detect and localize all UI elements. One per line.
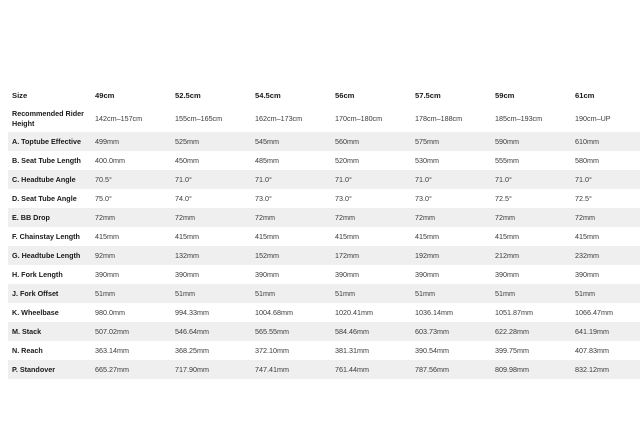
table-cell: 71.0°	[171, 170, 251, 189]
table-row	[8, 322, 640, 341]
table-row	[8, 246, 640, 265]
row-label: F. Chainstay Length	[12, 231, 80, 241]
table-cell: 590mm	[491, 132, 571, 151]
table-row	[8, 284, 640, 303]
table-row	[8, 303, 640, 322]
table-row	[8, 265, 640, 284]
table-cell: 372.10mm	[255, 346, 289, 355]
row-label: D. Seat Tube Angle	[12, 193, 77, 203]
table-cell: 747.41mm	[251, 360, 331, 379]
table-cell: 555mm	[495, 156, 519, 165]
table-cell: 580mm	[575, 156, 599, 165]
row-label: E. BB Drop	[8, 208, 91, 227]
table-cell: 51mm	[251, 284, 331, 303]
table-cell: 450mm	[175, 156, 199, 165]
size-column-header: 57.5cm	[415, 91, 441, 100]
table-cell: 72mm	[491, 208, 571, 227]
table-row	[8, 170, 640, 189]
table-cell: 152mm	[251, 246, 331, 265]
row-label: N. Reach	[12, 345, 43, 355]
table-row	[8, 189, 640, 208]
table-cell: 51mm	[411, 284, 491, 303]
size-column-header: 54.5cm	[255, 91, 281, 100]
table-cell: 1004.68mm	[255, 308, 293, 317]
table-cell: 212mm	[491, 246, 571, 265]
table-cell: 155cm–165cm	[175, 114, 223, 123]
row-label: B. Seat Tube Length	[12, 155, 81, 165]
table-cell: 363.14mm	[95, 346, 129, 355]
table-cell: 132mm	[171, 246, 251, 265]
size-column-header: 56cm	[335, 91, 355, 100]
table-cell: 190cm–UP	[575, 114, 611, 123]
header-row	[8, 86, 640, 105]
table-cell: 73.0°	[255, 194, 272, 203]
table-cell: 72.5°	[495, 194, 512, 203]
table-cell: 761.44mm	[331, 360, 411, 379]
row-label: H. Fork Length	[12, 269, 63, 279]
size-header-label: Size	[12, 91, 28, 100]
table-cell: 232mm	[571, 246, 640, 265]
table-cell: 72mm	[171, 208, 251, 227]
table-cell: 575mm	[411, 132, 491, 151]
table-cell: 390mm	[575, 270, 599, 279]
table-cell: 530mm	[415, 156, 439, 165]
row-label: J. Fork Offset	[8, 284, 91, 303]
table-cell: 560mm	[331, 132, 411, 151]
table-cell: 415mm	[495, 232, 519, 241]
table-row	[8, 208, 640, 227]
table-cell: 92mm	[91, 246, 171, 265]
table-cell: 70.5°	[91, 170, 171, 189]
row-label: Recommended Rider Height	[12, 108, 84, 128]
table-cell: 75.0°	[95, 194, 112, 203]
table-cell: 51mm	[331, 284, 411, 303]
table-cell: 72mm	[91, 208, 171, 227]
table-row	[8, 132, 640, 151]
size-column-header: 52.5cm	[175, 91, 201, 100]
table-cell: 381.31mm	[335, 346, 369, 355]
table-cell: 162cm–173cm	[255, 114, 303, 123]
table-cell: 185cm–193cm	[495, 114, 543, 123]
table-cell: 717.90mm	[171, 360, 251, 379]
table-cell: 71.0°	[411, 170, 491, 189]
table-cell: 545mm	[251, 132, 331, 151]
table-cell: 399.75mm	[495, 346, 529, 355]
table-cell: 74.0°	[175, 194, 192, 203]
size-column-header: 61cm	[575, 91, 595, 100]
table-cell: 603.73mm	[411, 322, 491, 341]
table-cell: 73.0°	[335, 194, 352, 203]
row-label: M. Stack	[8, 322, 91, 341]
table-row	[8, 360, 640, 379]
table-cell: 415mm	[415, 232, 439, 241]
table-cell: 51mm	[171, 284, 251, 303]
table-cell: 665.27mm	[91, 360, 171, 379]
table-cell: 415mm	[175, 232, 199, 241]
table-cell: 71.0°	[251, 170, 331, 189]
table-cell: 172mm	[331, 246, 411, 265]
table-cell: 178cm–188cm	[415, 114, 463, 123]
geometry-table-body	[8, 105, 640, 379]
table-cell: 400.0mm	[95, 156, 125, 165]
table-cell: 390mm	[415, 270, 439, 279]
table-cell: 1066.47mm	[575, 308, 613, 317]
table-cell: 415mm	[335, 232, 359, 241]
table-cell: 192mm	[411, 246, 491, 265]
table-cell: 415mm	[575, 232, 599, 241]
table-cell: 520mm	[335, 156, 359, 165]
table-cell: 390mm	[175, 270, 199, 279]
table-cell: 832.12mm	[571, 360, 640, 379]
table-cell: 142cm–157cm	[95, 114, 143, 123]
row-label: K. Wheelbase	[12, 307, 59, 317]
table-cell: 415mm	[95, 232, 119, 241]
table-cell: 622.28mm	[491, 322, 571, 341]
table-cell: 51mm	[571, 284, 640, 303]
size-column-header: 49cm	[95, 91, 115, 100]
table-cell: 565.55mm	[251, 322, 331, 341]
table-cell: 170cm–180cm	[335, 114, 383, 123]
table-row	[8, 341, 640, 360]
table-cell: 71.0°	[331, 170, 411, 189]
table-cell: 51mm	[91, 284, 171, 303]
table-cell: 1020.41mm	[335, 308, 373, 317]
table-cell: 787.56mm	[411, 360, 491, 379]
table-cell: 641.19mm	[571, 322, 640, 341]
table-cell: 72.5°	[575, 194, 592, 203]
size-column-header: 59cm	[495, 91, 515, 100]
table-cell: 546.64mm	[171, 322, 251, 341]
table-cell: 368.25mm	[175, 346, 209, 355]
table-cell: 499mm	[91, 132, 171, 151]
table-cell: 584.46mm	[331, 322, 411, 341]
table-cell: 390.54mm	[415, 346, 449, 355]
table-cell: 809.98mm	[491, 360, 571, 379]
table-cell: 72mm	[411, 208, 491, 227]
table-cell: 72mm	[571, 208, 640, 227]
row-label: G. Headtube Length	[8, 246, 91, 265]
table-cell: 980.0mm	[95, 308, 125, 317]
table-cell: 525mm	[171, 132, 251, 151]
table-cell: 1051.87mm	[495, 308, 533, 317]
table-cell: 485mm	[255, 156, 279, 165]
table-cell: 390mm	[95, 270, 119, 279]
table-cell: 610mm	[571, 132, 640, 151]
table-cell: 71.0°	[571, 170, 640, 189]
table-cell: 1036.14mm	[415, 308, 453, 317]
table-row	[8, 151, 640, 170]
geometry-table-header	[8, 86, 640, 105]
table-cell: 415mm	[255, 232, 279, 241]
table-cell: 507.02mm	[91, 322, 171, 341]
row-label: A. Toptube Effective	[8, 132, 91, 151]
table-cell: 72mm	[331, 208, 411, 227]
table-cell: 51mm	[491, 284, 571, 303]
table-cell: 73.0°	[415, 194, 432, 203]
table-row	[8, 227, 640, 246]
table-cell: 994.33mm	[175, 308, 209, 317]
row-label: P. Standover	[8, 360, 91, 379]
geometry-table	[8, 86, 640, 379]
table-cell: 390mm	[335, 270, 359, 279]
table-cell: 390mm	[495, 270, 519, 279]
table-cell: 71.0°	[491, 170, 571, 189]
table-cell: 407.83mm	[575, 346, 609, 355]
table-row	[8, 105, 640, 132]
table-cell: 390mm	[255, 270, 279, 279]
row-label: C. Headtube Angle	[8, 170, 91, 189]
table-cell: 72mm	[251, 208, 331, 227]
